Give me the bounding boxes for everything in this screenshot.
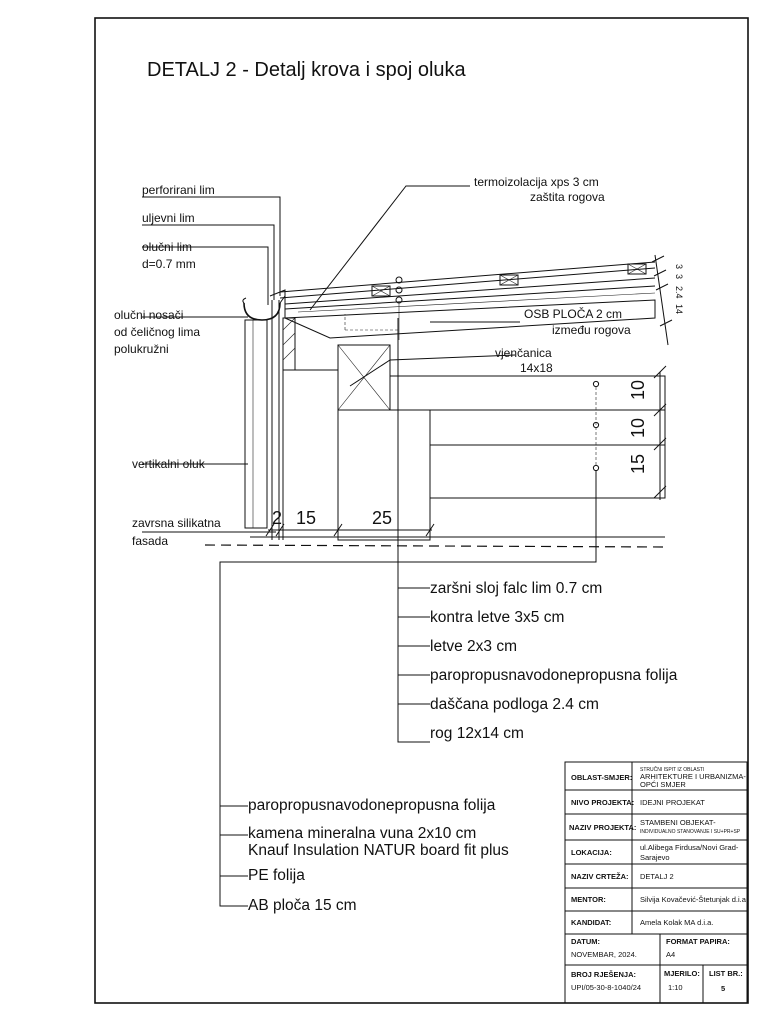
roof-layer-4: paropropusnavodonepropusna folija — [430, 667, 678, 684]
svg-text:1:10: 1:10 — [668, 983, 683, 992]
label-nosaci-1: olučni nosači — [114, 308, 184, 322]
facade-wool — [283, 370, 338, 530]
label-olucni-lim: olučni lim — [142, 240, 193, 254]
svg-text:ul.Alibega Firdusa/Novi Grad-: ul.Alibega Firdusa/Novi Grad- — [640, 843, 739, 852]
svg-text:NIVO PROJEKTA:: NIVO PROJEKTA: — [571, 798, 635, 807]
roof-layer-6: rog 12x14 cm — [430, 725, 524, 742]
svg-text:LOKACIJA:: LOKACIJA: — [571, 848, 612, 857]
floor-layer-2: kamena mineralna vuna 2x10 cm — [248, 825, 477, 842]
dim-10a: 10 — [628, 379, 648, 400]
roof-layer-5: daščana podloga 2.4 cm — [430, 696, 599, 713]
dim-10b: 10 — [628, 417, 648, 438]
dim-2: 2 — [272, 508, 283, 528]
svg-text:NAZIV PROJEKTA:: NAZIV PROJEKTA: — [569, 823, 637, 832]
svg-text:NOVEMBAR, 2024.: NOVEMBAR, 2024. — [571, 950, 637, 959]
svg-text:STAMBENI OBJEKAT-: STAMBENI OBJEKAT- — [640, 818, 716, 827]
svg-text:5: 5 — [721, 984, 726, 993]
svg-text:DATUM:: DATUM: — [571, 937, 601, 946]
label-uljevni-lim: uljevni lim — [142, 211, 195, 225]
dim-r3a: 3 — [674, 264, 684, 270]
svg-text:NAZIV CRTEŽA:: NAZIV CRTEŽA: — [571, 872, 629, 881]
svg-text:OBLAST-SMJER:: OBLAST-SMJER: — [571, 773, 633, 782]
label-nosaci-2: od čeličnog lima — [114, 325, 201, 339]
svg-text:FORMAT PAPIRA:: FORMAT PAPIRA: — [666, 937, 730, 946]
svg-text:ARHITEKTURE I URBANIZMA-: ARHITEKTURE I URBANIZMA- — [640, 772, 746, 781]
section-drawing — [205, 255, 684, 547]
label-termo-1: termoizolacija xps 3 cm — [474, 175, 599, 189]
floor-layer-4: PE folija — [248, 867, 305, 884]
label-perforirani-lim: perforirani lim — [142, 183, 215, 197]
title-block — [565, 762, 748, 1003]
svg-text:IDEJNI PROJEKAT: IDEJNI PROJEKAT — [640, 798, 705, 807]
roof-layer-2: kontra letve 3x5 cm — [430, 609, 565, 626]
gutter — [244, 303, 280, 320]
label-osb-2: između rogova — [552, 323, 631, 337]
roof-layer-1: zaršni sloj falc lim 0.7 cm — [430, 580, 603, 597]
roof-layer-3: letve 2x3 cm — [430, 638, 518, 655]
dim-25: 25 — [372, 508, 393, 528]
label-nosaci-3: polukružni — [114, 342, 169, 356]
floor-layer-5: AB ploča 15 cm — [248, 897, 357, 914]
svg-text:UPI/05-30-8-1040/24: UPI/05-30-8-1040/24 — [571, 983, 642, 992]
floor-layer-1: paropropusnavodonepropusna folija — [248, 797, 496, 814]
svg-text:OPĆI SMJER: OPĆI SMJER — [640, 780, 686, 789]
svg-text:Amela Kolak MA d.i.a.: Amela Kolak MA d.i.a. — [640, 918, 714, 927]
svg-text:LIST BR.:: LIST BR.: — [709, 969, 743, 978]
svg-text:DETALJ 2: DETALJ 2 — [640, 872, 674, 881]
label-fasada-2: fasada — [132, 534, 169, 548]
vertical-downpipe — [245, 320, 267, 528]
dim-15v: 15 — [628, 453, 648, 474]
label-vertikalni-oluk: vertikalni oluk — [132, 457, 205, 471]
dim-r3b: 3 — [674, 274, 684, 280]
floor-layer-3: Knauf Insulation NATUR board fit plus — [248, 842, 509, 859]
label-vjenc-1: vjenčanica — [495, 346, 552, 360]
dim-15: 15 — [296, 508, 317, 528]
label-termo-2: zaštita rogova — [530, 190, 605, 204]
label-fasada-1: zavrsna silikatna — [132, 516, 221, 530]
wool-layer-1 — [390, 376, 665, 410]
svg-text:A4: A4 — [666, 950, 676, 959]
svg-text:Sarajevo: Sarajevo — [640, 853, 670, 862]
label-olucni-lim-d: d=0.7 mm — [142, 257, 196, 271]
svg-text:MENTOR:: MENTOR: — [571, 895, 606, 904]
svg-text:BROJ RJEŠENJA:: BROJ RJEŠENJA: — [571, 970, 637, 979]
label-vjenc-2: 14x18 — [520, 361, 553, 375]
svg-text:STRUČNI ISPIT IZ OBLASTI: STRUČNI ISPIT IZ OBLASTI — [640, 767, 705, 773]
svg-text:KANDIDAT:: KANDIDAT: — [571, 918, 612, 927]
dim-r14: 14 — [674, 304, 684, 315]
svg-text:MJERILO:: MJERILO: — [664, 969, 700, 978]
battens — [372, 264, 646, 296]
dim-r24: 2.4 — [674, 286, 684, 299]
svg-text:INDIVIDUALNO STANOVANJE I SU+P: INDIVIDUALNO STANOVANJE I SU+PR+SP — [640, 829, 741, 835]
svg-text:Silvija Kovačević-Štetunjak d.: Silvija Kovačević-Štetunjak d.i.a. — [640, 895, 748, 904]
label-osb-1: OSB PLOČA 2 cm — [524, 307, 623, 321]
drawing-title: DETALJ 2 - Detalj krova i spoj oluka — [147, 59, 466, 81]
